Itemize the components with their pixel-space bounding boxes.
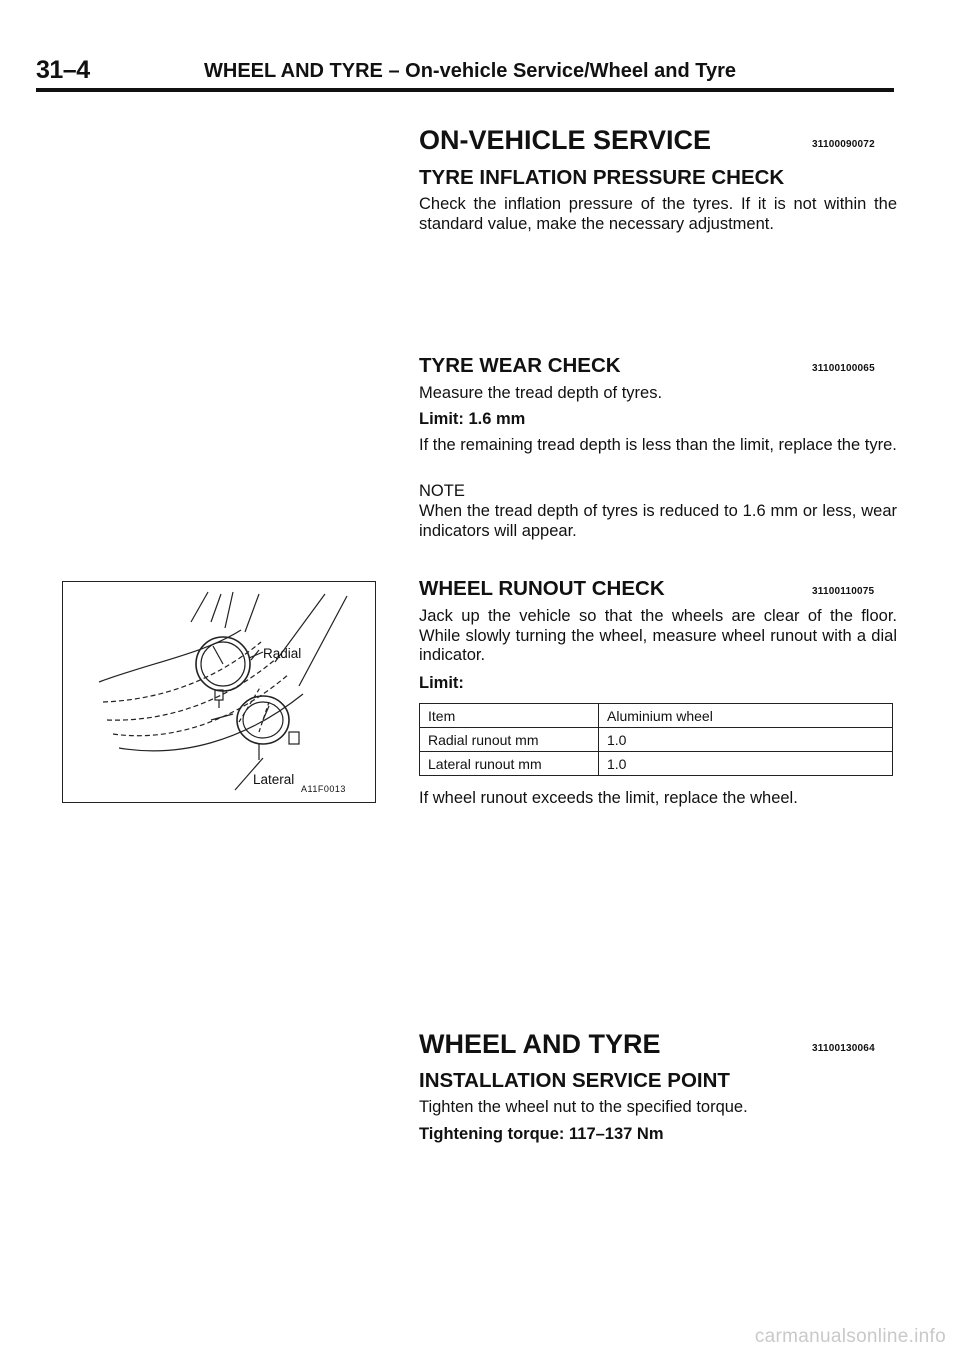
label-lateral: Lateral [253, 772, 295, 787]
table-row [420, 752, 893, 776]
tread-limit: Limit: 1.6 mm [419, 410, 526, 428]
table-cell: 1.0 [599, 752, 893, 776]
tyre-wear-code: 31100100065 [812, 363, 875, 374]
page-header-title: WHEEL AND TYRE – On-vehicle Service/Wheel and Tyre [204, 60, 737, 82]
table-cell: 1.0 [599, 728, 893, 752]
table-header-row [420, 704, 893, 728]
runout-limit-label: Limit: [419, 674, 464, 692]
wheel-and-tyre-code: 31100130064 [812, 1043, 875, 1054]
tread-measure-text: Measure the tread depth of tyres. [419, 384, 663, 402]
table-cell: Lateral runout mm [420, 752, 599, 776]
dial-indicator-illustration [63, 582, 375, 802]
subheading-tyre-inflation: TYRE INFLATION PRESSURE CHECK [419, 166, 785, 189]
table-header-cell: Item [420, 704, 599, 728]
dial-indicator-figure [62, 581, 376, 803]
runout-after-text: If wheel runout exceeds the limit, replace the wheel. [419, 789, 798, 807]
table-header-cell: Aluminium wheel [599, 704, 893, 728]
figure-code: A11F0013 [301, 784, 346, 794]
section-heading-on-vehicle-service: ON-VEHICLE SERVICE [419, 125, 712, 155]
runout-limit-table [419, 703, 893, 776]
note-text: When the tread depth of tyres is reduced to 1.6 mm or less, wear indicators will appear. [419, 502, 897, 540]
tread-replace-text: If the remaining tread depth is less than the limit, replace the tyre. [419, 436, 897, 454]
watermark: carmanualsonline.info [754, 1326, 946, 1347]
note-label: NOTE [419, 482, 465, 500]
subheading-installation-service-point: INSTALLATION SERVICE POINT [419, 1069, 730, 1092]
subheading-wheel-runout: WHEEL RUNOUT CHECK [419, 577, 665, 600]
label-radial: Radial [263, 646, 302, 661]
tightening-torque: Tightening torque: 117–137 Nm [419, 1125, 664, 1143]
section-code: 31100090072 [812, 139, 875, 150]
inflation-text: Check the inflation pressure of the tyres. If it is not within the standard value, make the necessary adjustment. [419, 195, 897, 233]
tighten-text: Tighten the wheel nut to the specified torque. [419, 1098, 748, 1116]
table-cell: Radial runout mm [420, 728, 599, 752]
header-rule [36, 88, 894, 92]
page-number: 31–4 [36, 56, 90, 84]
runout-text: Jack up the vehicle so that the wheels are clear of the floor. While slowly turning the wheel, measure wheel runout with a dial indicator. [419, 607, 897, 664]
subheading-tyre-wear: TYRE WEAR CHECK [419, 354, 621, 377]
section-heading-wheel-and-tyre: WHEEL AND TYRE [419, 1029, 661, 1059]
wheel-runout-code: 31100110075 [812, 586, 875, 597]
table-row [420, 728, 893, 752]
